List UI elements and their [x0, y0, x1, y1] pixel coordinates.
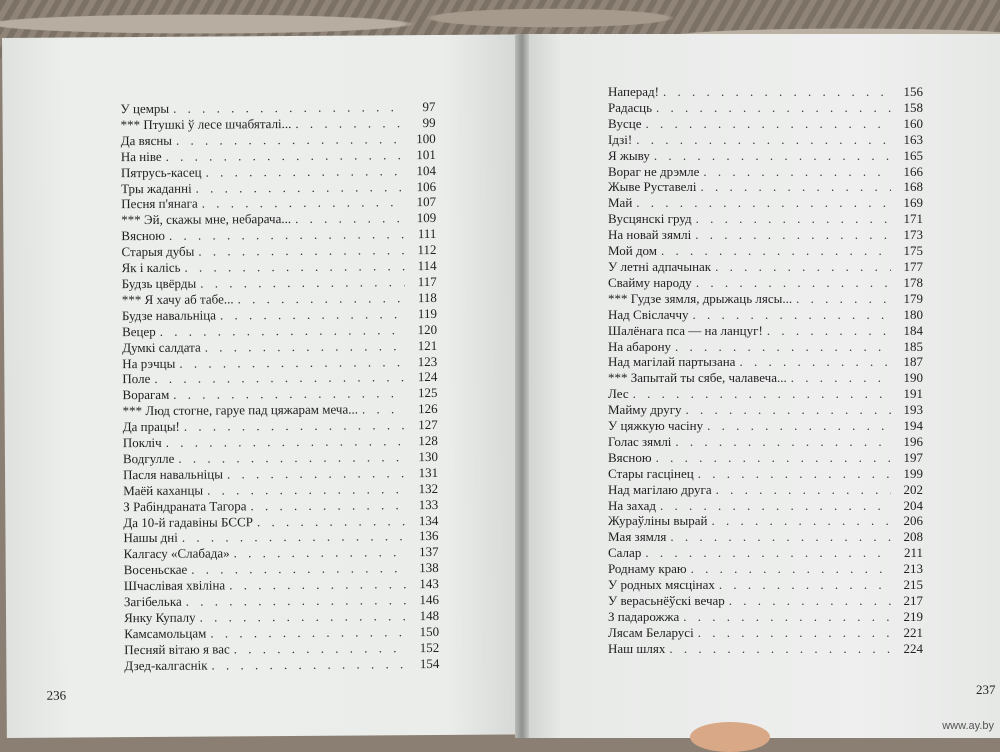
toc-entry-page: 163	[903, 131, 923, 147]
dot-leader	[695, 227, 891, 243]
dot-leader	[295, 115, 403, 132]
toc-entry-title: У цяжкую часіну	[608, 418, 704, 434]
toc-entry-page: 224	[903, 640, 923, 656]
toc-entry	[608, 100, 923, 116]
book-gutter	[515, 34, 529, 738]
toc-entry-page: 166	[903, 163, 923, 179]
dot-leader	[198, 242, 404, 259]
toc-entry-page: 112	[417, 242, 437, 258]
toc-entry-page: 148	[419, 607, 440, 624]
toc-entry-page: 196	[903, 433, 923, 449]
toc-entry-page: 158	[903, 99, 923, 115]
toc-entry	[608, 498, 923, 514]
toc-entry	[608, 450, 923, 466]
dot-leader	[660, 498, 891, 514]
dot-leader	[250, 497, 406, 514]
toc-entry-title: Будзе навальніца	[121, 307, 217, 323]
dot-leader	[645, 545, 891, 561]
dot-leader	[184, 258, 404, 275]
toc-entry-page: 178	[903, 274, 923, 290]
dot-leader	[227, 465, 406, 482]
toc-entry-title: На абарону	[608, 338, 672, 354]
toc-entry-title: На рэчцы	[122, 355, 176, 371]
dot-leader	[234, 640, 408, 657]
toc-entry-title: Над магілай партызана	[608, 354, 736, 370]
dot-leader	[200, 274, 405, 291]
toc-entry-page: 101	[416, 146, 436, 162]
toc-entry-title: Ворагам	[122, 387, 170, 403]
toc-entry	[608, 386, 923, 402]
toc-entry	[608, 593, 923, 609]
toc-entry	[608, 418, 923, 434]
toc-entry-title: *** Эй, скажы мне, небарача...	[121, 211, 292, 228]
toc-entry-page: 150	[419, 623, 440, 640]
toc-entry-page: 106	[416, 178, 437, 194]
dot-leader	[698, 625, 891, 641]
toc-entry-page: 194	[903, 418, 923, 434]
toc-entry	[608, 529, 923, 545]
toc-entry-page: 131	[418, 464, 439, 480]
dot-leader	[234, 545, 407, 562]
toc-entry-page: 171	[903, 211, 923, 227]
right-page-number: 237	[976, 682, 996, 697]
dot-leader	[173, 386, 405, 404]
toc-entry-title: *** Я хачу аб табе...	[121, 291, 234, 308]
toc-entry-page: 193	[903, 402, 923, 418]
toc-entry-page: 128	[418, 432, 438, 449]
toc-entry-page: 121	[417, 337, 438, 353]
toc-entry-page: 179	[903, 290, 923, 306]
toc-entry-title: Калгасу «Слабада»	[123, 545, 230, 562]
dot-leader	[716, 482, 891, 498]
toc-entry	[608, 84, 923, 100]
toc-entry-page: 184	[903, 322, 923, 338]
toc-entry-title: Наперад!	[608, 84, 659, 99]
toc-entry-title: Янку Купалу	[123, 609, 196, 626]
toc-entry-page: 165	[903, 147, 923, 163]
dot-leader	[166, 433, 406, 451]
toc-entry-page: 133	[418, 496, 439, 512]
toc-entry-title: Будзь цвёрды	[121, 275, 197, 292]
toc-entry-page: 208	[903, 529, 923, 545]
toc-entry	[608, 625, 923, 641]
toc-entry-title: Да 10-й гадавіны БССР	[123, 513, 253, 530]
toc-entry	[608, 577, 923, 593]
toc-entry-title: Вусцянскі груд	[608, 211, 692, 227]
toc-entry-page: 221	[903, 624, 923, 640]
toc-entry	[608, 148, 923, 164]
toc-entry	[608, 195, 923, 211]
watermark: www.ay.by	[942, 720, 994, 732]
dot-leader	[362, 401, 406, 417]
toc-entry-title: Думкі салдата	[122, 339, 201, 355]
toc-entry-page: 202	[903, 481, 923, 497]
toc-entry-title: Камсамольцам	[124, 625, 207, 642]
toc-entry	[608, 402, 923, 418]
dot-leader	[719, 577, 891, 593]
toc-entry-title: Наш шлях	[608, 640, 666, 656]
toc-entry-page: 156	[903, 84, 923, 99]
toc-entry-page: 119	[417, 305, 437, 321]
dot-leader	[707, 418, 891, 434]
toc-entry-title: Стары гасцінец	[608, 465, 694, 481]
toc-entry-page: 127	[418, 417, 438, 433]
dot-leader	[220, 306, 405, 323]
toc-entry-title: Радасць	[608, 99, 653, 115]
toc-entry-page: 123	[417, 353, 438, 369]
dot-leader	[675, 339, 891, 355]
toc-entry-title: У родных мясцінах	[608, 577, 715, 593]
dot-leader	[686, 402, 891, 418]
toc-entry-page: 100	[416, 130, 436, 146]
dot-leader	[229, 576, 407, 593]
toc-entry-title: Жыве Руставелі	[608, 179, 697, 195]
dot-leader	[176, 131, 404, 148]
toc-entry-title: Лес	[608, 386, 629, 402]
dot-leader	[182, 529, 407, 546]
toc-entry-title: Покліч	[122, 434, 162, 451]
toc-entry-title: *** Запытай ты сябе, чалавеча...	[608, 370, 787, 386]
toc-entry	[608, 323, 923, 339]
toc-entry-title: Над Свіслаччу	[608, 306, 689, 322]
toc-entry-page: 152	[419, 639, 440, 655]
dot-leader	[196, 179, 405, 196]
toc-entry	[608, 307, 923, 323]
toc-entry-title: Поле	[122, 371, 151, 387]
toc-entry-title: Лясам Беларусі	[608, 624, 694, 640]
dot-leader	[656, 450, 891, 466]
toc-entry-title: На захад	[608, 497, 657, 513]
toc-entry-title: Водгулле	[122, 450, 175, 467]
toc-entry-title: У цемры	[120, 100, 170, 117]
toc-entry-title: Мой дом	[608, 243, 658, 259]
toc-entry	[608, 466, 923, 482]
toc-entry-title: Салар	[608, 545, 642, 561]
left-table-of-contents	[120, 99, 439, 674]
toc-entry	[608, 434, 923, 450]
toc-entry-title: Май	[608, 195, 633, 211]
toc-entry-page: 185	[903, 338, 923, 354]
toc-entry-page: 134	[418, 512, 439, 528]
toc-entry-title: Голас зямлі	[608, 433, 672, 449]
toc-entry-title: Свайму народу	[608, 274, 692, 290]
toc-entry	[608, 641, 923, 657]
toc-entry-page: 177	[903, 258, 923, 274]
toc-entry-title: Вясною	[608, 449, 652, 465]
toc-entry-title: Ідзі!	[608, 131, 633, 147]
toc-entry-page: 114	[417, 258, 437, 274]
toc-entry-page: 160	[903, 115, 923, 131]
dot-leader	[295, 211, 404, 228]
toc-entry-page: 191	[903, 386, 923, 402]
toc-entry	[608, 339, 923, 355]
dot-leader	[200, 608, 408, 625]
toc-entry-page: 180	[903, 306, 923, 322]
dot-leader	[202, 195, 405, 212]
dot-leader	[693, 307, 891, 323]
toc-entry	[608, 609, 923, 625]
toc-entry-page: 138	[419, 560, 439, 576]
toc-entry	[608, 132, 923, 148]
toc-entry-title: Старыя дубы	[121, 243, 195, 260]
toc-entry-title: У верасьнёўскі вечар	[608, 593, 725, 608]
toc-entry-title: На новай зямлі	[608, 227, 692, 243]
toc-entry-page: 173	[903, 227, 923, 243]
dot-leader	[767, 323, 891, 339]
toc-entry-title: Мая зямля	[608, 529, 667, 545]
dot-leader	[670, 529, 891, 545]
dot-leader	[636, 195, 891, 211]
dot-leader	[729, 593, 891, 609]
toc-entry	[608, 561, 923, 577]
dot-leader	[661, 243, 891, 259]
toc-entry-title: Да вясны	[120, 132, 173, 148]
toc-entry-page: 117	[417, 273, 437, 290]
dot-leader	[698, 466, 891, 482]
toc-entry-page: 125	[417, 385, 438, 401]
toc-entry-page: 143	[419, 576, 439, 592]
toc-entry-page: 146	[419, 592, 439, 608]
toc-entry	[608, 370, 923, 386]
dot-leader	[696, 211, 891, 227]
toc-entry-title: Шчаслівая хвіліна	[123, 577, 226, 594]
dot-leader	[205, 163, 403, 180]
toc-entry-title: Вецер	[121, 323, 156, 339]
dot-leader	[663, 84, 891, 100]
toc-entry	[608, 354, 923, 370]
dot-leader	[646, 116, 892, 132]
dot-leader	[160, 322, 405, 340]
dot-leader	[191, 560, 407, 577]
dot-leader	[205, 338, 406, 355]
dot-leader	[703, 164, 891, 180]
dot-leader	[696, 275, 891, 291]
toc-entry-page: 118	[417, 289, 437, 305]
dot-leader	[691, 561, 891, 577]
toc-entry-page: 197	[903, 449, 923, 465]
toc-entry-page: 190	[903, 370, 923, 386]
toc-entry-title: Пасля навальніцы	[122, 466, 224, 483]
toc-entry-title: Песняй вітаю я вас	[124, 641, 230, 657]
toc-entry-title: Восеньскае	[123, 562, 188, 578]
toc-entry-page: 199	[903, 465, 923, 481]
toc-entry-page: 175	[903, 243, 923, 259]
toc-entry	[608, 291, 923, 307]
toc-entry-page: 217	[903, 593, 923, 608]
dot-leader	[701, 179, 891, 195]
toc-entry-title: Загібелька	[123, 593, 182, 610]
toc-entry	[608, 227, 923, 243]
dot-leader	[166, 147, 404, 165]
toc-entry-title: Жураўліны вырай	[608, 513, 708, 529]
dot-leader	[675, 434, 891, 450]
toc-entry-title: Над магілаю друга	[608, 481, 712, 497]
toc-entry-page: 136	[418, 528, 439, 544]
toc-entry	[608, 259, 923, 275]
toc-entry-page: 187	[903, 354, 923, 370]
dot-leader	[715, 259, 891, 275]
toc-entry-page: 109	[416, 210, 437, 226]
toc-entry	[608, 179, 923, 195]
dot-leader	[654, 148, 891, 164]
dot-leader	[207, 481, 406, 498]
toc-entry	[608, 243, 923, 259]
dot-leader	[211, 656, 407, 673]
toc-entry-title: Майму другу	[608, 402, 682, 418]
toc-entry	[608, 164, 923, 180]
dot-leader	[169, 226, 405, 244]
toc-entry-page: 219	[903, 608, 923, 624]
toc-entry-page: 168	[903, 179, 923, 195]
toc-entry-page: 213	[903, 561, 923, 577]
toc-entry-title: Дзед-калгаснік	[124, 657, 208, 673]
dot-leader	[154, 370, 405, 388]
toc-entry-title: *** Птушкі ў лесе шчабяталі...	[120, 115, 292, 133]
toc-entry-page: 120	[417, 321, 438, 337]
toc-entry-page: 137	[419, 544, 439, 560]
toc-entry-title: На ніве	[120, 148, 162, 164]
thumb	[690, 722, 770, 752]
toc-entry-title: З падарожжа	[608, 608, 680, 624]
toc-entry-title: Роднаму краю	[608, 561, 687, 577]
dot-leader	[238, 290, 405, 307]
left-page	[2, 34, 527, 738]
toc-entry-title: Шалёнага пса — на ланцуг!	[608, 322, 763, 338]
toc-entry	[608, 275, 923, 291]
toc-entry-page: 204	[903, 497, 923, 513]
toc-entry-title: Песня п'янага	[121, 196, 198, 212]
toc-entry-title: *** Люд стогне, гаруе пад цяжарам меча...	[122, 401, 359, 419]
dot-leader	[173, 99, 403, 117]
dot-leader	[210, 624, 407, 641]
right-page	[524, 34, 1000, 738]
toc-entry-title: Вусце	[608, 115, 642, 131]
toc-entry	[608, 211, 923, 227]
right-table-of-contents	[608, 84, 923, 657]
dot-leader	[739, 354, 891, 370]
toc-entry	[608, 513, 923, 529]
toc-entry	[124, 656, 439, 674]
toc-entry-page: 211	[903, 545, 923, 561]
dot-leader	[683, 609, 891, 625]
toc-entry-page: 111	[417, 226, 437, 242]
dot-leader	[633, 386, 891, 402]
dot-leader	[796, 291, 891, 307]
dot-leader	[184, 417, 406, 434]
toc-entry-title: Вораг не дрэмле	[608, 163, 700, 179]
toc-entry-page: 97	[422, 98, 436, 115]
toc-entry	[608, 545, 923, 561]
toc-entry-page: 124	[417, 369, 438, 385]
toc-entry-page: 215	[903, 577, 923, 593]
dot-leader	[178, 449, 406, 466]
dot-leader	[179, 354, 405, 371]
toc-entry-page: 132	[418, 480, 439, 496]
toc-entry-title: Пятрусь-касец	[120, 164, 202, 180]
dot-leader	[186, 592, 407, 609]
toc-entry-title: Нашы дні	[123, 530, 178, 546]
toc-entry-page: 154	[419, 655, 440, 671]
toc-entry-title: Да працы!	[122, 418, 180, 435]
toc-entry-page: 104	[416, 162, 436, 178]
dot-leader	[257, 513, 407, 530]
toc-entry-title: У летні адпачынак	[608, 258, 712, 274]
dot-leader	[656, 100, 891, 116]
left-page-number: 236	[46, 687, 67, 703]
toc-entry	[608, 482, 923, 498]
toc-entry-page: 169	[903, 195, 923, 211]
dot-leader	[669, 641, 891, 657]
toc-entry-page: 99	[422, 114, 436, 130]
dot-leader	[636, 132, 891, 148]
toc-entry-title: *** Гудзе зямля, дрыжаць лясы...	[608, 290, 793, 306]
toc-entry-title: Тры жаданні	[120, 180, 192, 196]
toc-entry-page: 130	[418, 448, 438, 465]
toc-entry-title: Як і калісь	[121, 259, 181, 276]
toc-entry-title: З Рабіндраната Тагора	[123, 497, 247, 514]
dot-leader	[711, 513, 891, 529]
toc-entry-page: 107	[416, 194, 437, 210]
toc-entry-title: Маёй каханцы	[123, 482, 204, 498]
dot-leader	[791, 370, 891, 386]
toc-entry-page: 206	[903, 513, 923, 529]
toc-entry	[608, 116, 923, 132]
toc-entry-page: 126	[418, 401, 438, 417]
toc-entry-title: Я жыву	[608, 147, 650, 163]
toc-entry-title: Вясною	[121, 228, 166, 244]
